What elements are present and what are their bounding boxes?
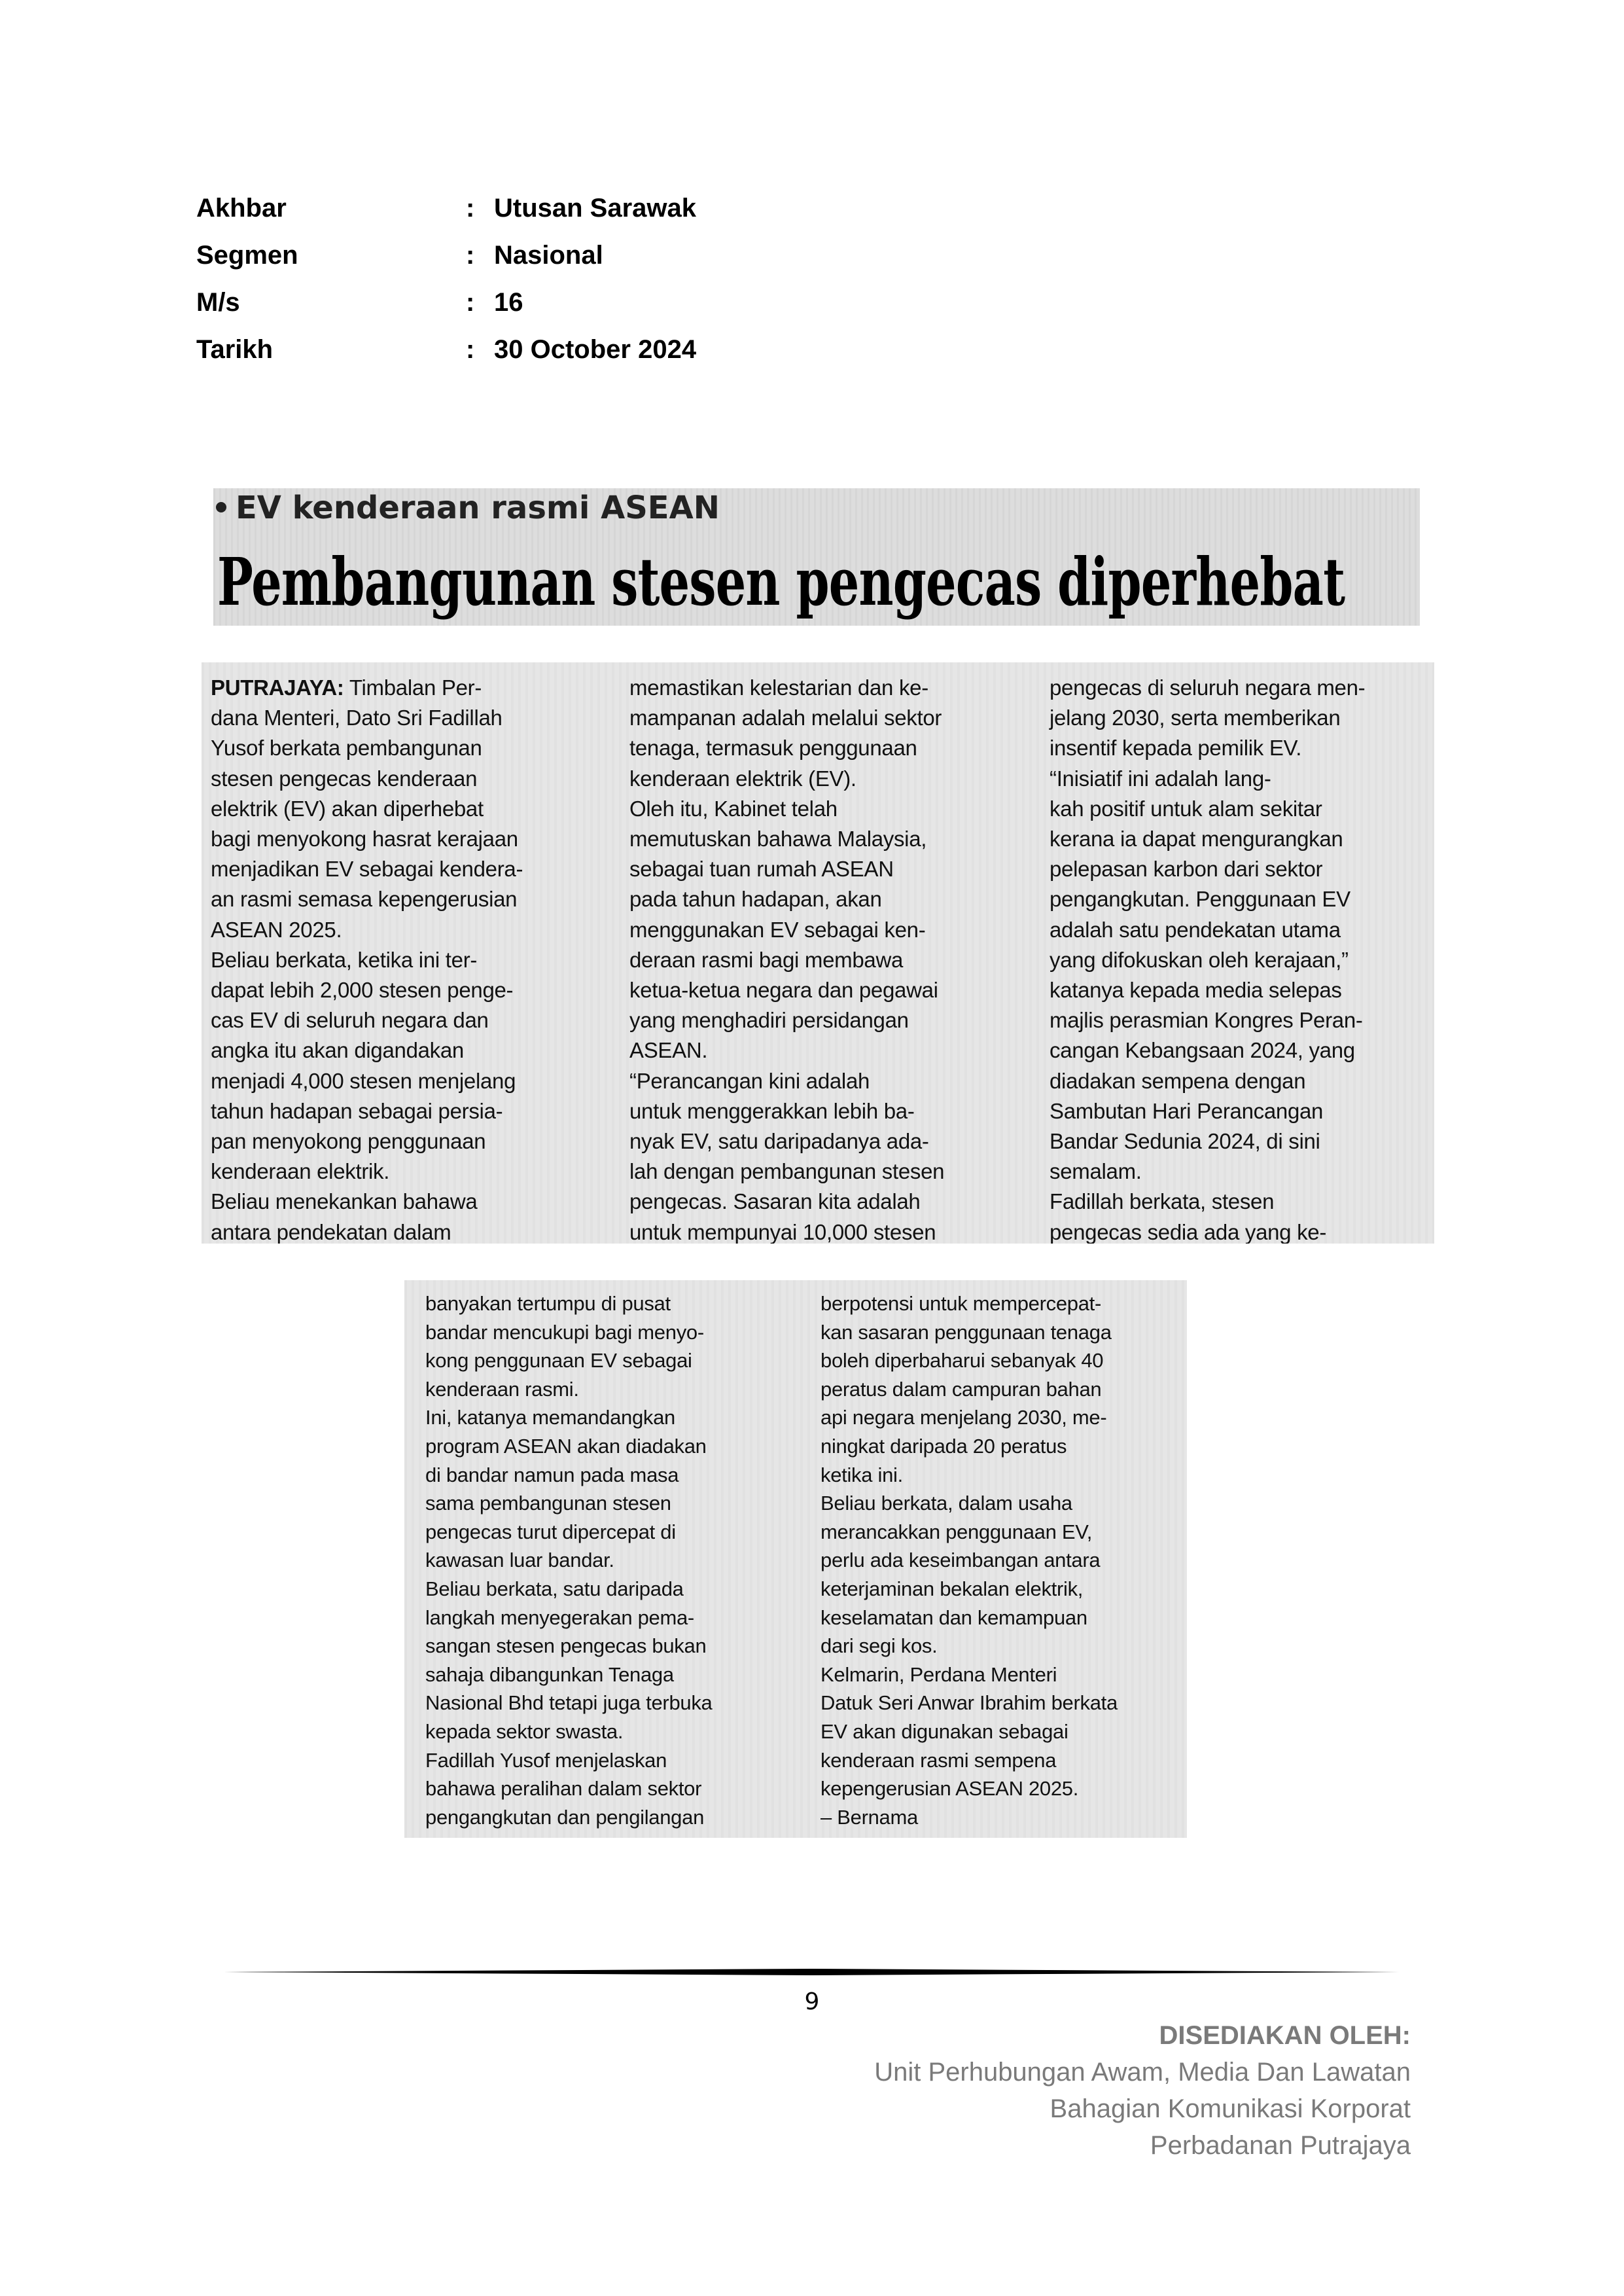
prepared-by-organisation: Perbadanan Putrajaya (1150, 2131, 1411, 2160)
meta-colon: : (466, 241, 475, 270)
meta-colon: : (466, 288, 475, 317)
footer-divider (224, 1969, 1399, 1975)
article-kicker (216, 490, 720, 526)
column-text: Timbalan Per- dana Menteri, Dato Sri Fadillah Yusof berkata pembangunan stesen pengecas kenderaan elektrik (EV) akan diperhebat bagi menyokong hasrat kerajaan menjadikan EV sebagai kendera- an rasmi semasa kepengerusian ASEAN 2025. Beliau berkata, ketika ini ter- dapat lebih 2,000 stesen penge- cas EV di seluruh negara dan angka itu akan digandakan menjadi 4,000 stesen menjelang tahun hadapan sebagai persia- pan menyokong penggunaan kenderaan elektrik. Beliau menekankan bahawa antara pendekatan dalam (211, 675, 523, 1244)
article-dateline: PUTRAJAYA: (211, 675, 344, 700)
page-number: 9 (804, 1988, 820, 2015)
article-column-1 (211, 673, 603, 1244)
article-header-clipping (213, 488, 1420, 626)
meta-colon: : (466, 335, 475, 364)
meta-value: Utusan Sarawak (494, 194, 697, 223)
article-headline: Pembangunan stesen pengecas diperhebat (217, 543, 1345, 620)
article-body-clipping-bottom (404, 1280, 1187, 1838)
article-column-4: banyakan tertumpu di pusat bandar mencukupi bagi menyo- kong penggunaan EV sebagai kenderaan rasmi. Ini, katanya memandangkan program ASEAN akan diadakan di bandar namun pada masa sama pembangunan stesen pengecas turut dipercepat di kawasan luar bandar. Beliau berkata, satu daripada langkah menyegerakan pema- sangan stesen pengecas bukan sahaja dibangunkan Tenaga Nasional Bhd tetapi juga terbuka kepada sektor swasta. Fadillah Yusof menjelaskan bahawa peralihan dalam sektor pengangkutan dan pengilangan (425, 1292, 713, 1829)
meta-value: 30 October 2024 (494, 335, 697, 364)
article-column-3: pengecas di seluruh negara men- jelang 2030, serta memberikan insentif kepada pemilik EV. “Inisiatif ini adalah lang- kah positif untuk alam sekitar kerana ia dapat mengurangkan pelepasan karbon dari sektor pengangkutan. Penggunaan EV adalah satu pendekatan utama yang difokuskan oleh kerajaan,” katanya kepada media selepas majlis perasmian Kongres Peran- cangan Kebangsaan 2024, yang diadakan sempena dengan Sambutan Hari Perancangan Bandar Sedunia 2024, di sini semalam. Fadillah berkata, stesen pengecas sedia ada yang ke- (1050, 675, 1366, 1244)
prepared-by-title: DISEDIAKAN OLEH: (1159, 2021, 1411, 2050)
bullet-icon (216, 502, 226, 512)
meta-label: Tarikh (196, 335, 274, 364)
meta-colon: : (466, 194, 475, 223)
meta-label: Segmen (196, 241, 298, 270)
meta-value: 16 (494, 288, 523, 317)
prepared-by-unit: Unit Perhubungan Awam, Media Dan Lawatan (874, 2058, 1411, 2087)
meta-label: Akhbar (196, 194, 287, 223)
meta-value: Nasional (494, 241, 603, 270)
article-column-2: memastikan kelestarian dan ke- mampanan adalah melalui sektor tenaga, termasuk penggunaan kenderaan elektrik (EV). Oleh itu, Kabinet telah memutuskan bahawa Malaysia, sebagai tuan rumah ASEAN pada tahun hadapan, akan menggunakan EV sebagai ken- deraan rasmi bagi membawa ketua-ketua negara dan pegawai yang menghadiri persidangan ASEAN. “Perancangan kini adalah untuk menggerakkan lebih ba- nyak EV, satu daripadanya ada- lah dengan pembangunan stesen pengecas. Sasaran kita adalah untuk mempunyai 10,000 stesen (629, 675, 945, 1244)
prepared-by-division: Bahagian Komunikasi Korporat (1050, 2094, 1411, 2123)
meta-label: M/s (196, 288, 240, 317)
article-body-clipping-top (202, 662, 1434, 1244)
prepared-by-block (874, 2017, 1411, 2164)
article-column-5: berpotensi untuk mempercepat- kan sasaran penggunaan tenaga boleh diperbaharui sebanyak 40 peratus dalam campuran bahan api negara menjelang 2030, me- ningkat daripada 20 peratus ketika ini. Beliau berkata, dalam usaha merancakkan penggunaan EV, perlu ada keseimbangan antara keterjaminan bekalan elektrik, keselamatan dan kemampuan dari segi kos. Kelmarin, Perdana Menteri Datuk Seri Anwar Ibrahim berkata EV akan digunakan sebagai kenderaan rasmi sempena kepengerusian ASEAN 2025. – Bernama (821, 1292, 1118, 1829)
kicker-text: EV kenderaan rasmi ASEAN (236, 490, 720, 526)
